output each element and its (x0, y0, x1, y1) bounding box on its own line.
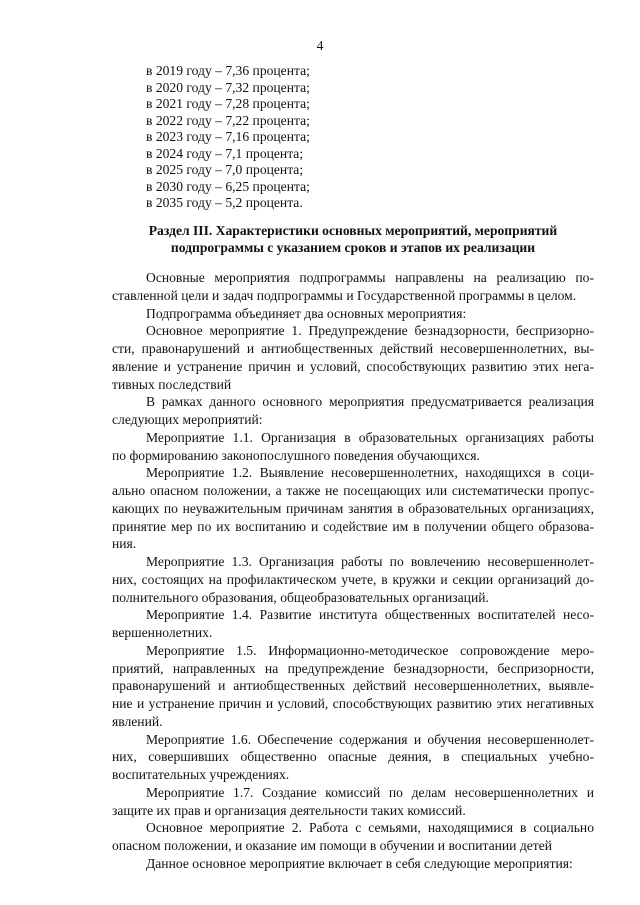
text-line: воспитательных учреждениях. (112, 767, 290, 782)
paragraph-intro (112, 305, 594, 323)
paragraph-framework (112, 393, 594, 429)
text-line: В рамках данного основного мероприятия предусматривается реализация (146, 394, 594, 410)
text-line: приятий, направленных на предупреждение безнадзорности, беспризорности, (112, 660, 594, 676)
section-heading (112, 222, 594, 256)
text-line: ния. (112, 536, 137, 552)
forecast-item: в 2025 году – 7,0 процента; (146, 162, 304, 178)
paragraph-activity-1-3 (112, 553, 594, 606)
paragraph-goals (112, 269, 594, 305)
text-line: защите их прав и организация деятельности таких комиссий. (112, 802, 466, 818)
text-line: по формированию законопослушного поведения обучающихся. (112, 447, 480, 463)
text-line: Мероприятие 1.7. Создание комиссий по делам несовершеннолетних и (146, 784, 594, 800)
text-line: кающих по неуважительным причинам занятия в образовательных организациях, (112, 500, 594, 516)
forecast-item: в 2021 году – 7,28 процента; (146, 96, 310, 112)
forecast-item: в 2020 году – 7,32 процента; (146, 79, 310, 95)
paragraph-activity-1-6 (112, 731, 594, 784)
text-line: Мероприятие 1.1. Организация в образовательных организациях работы (146, 429, 594, 445)
paragraph-main-activity-1 (112, 322, 594, 393)
forecast-item: в 2030 году – 6,25 процента; (146, 178, 310, 194)
text-line: Мероприятие 1.2. Выявление несовершеннолетних, находящихся в соци- (146, 465, 594, 481)
paragraph-activity-1-7 (112, 784, 594, 820)
text-line: них, состоящих на профилактическом учете, в кружки и секции организаций до- (112, 571, 594, 587)
text-line: явление и устранение причин и условий, способствующих развитию этих нега- (112, 358, 594, 374)
text-line: Мероприятие 1.5. Информационно-методическое сопровождение меро- (146, 642, 594, 658)
text-line: тивных последствий (112, 376, 232, 392)
text-line: явлений. (112, 713, 163, 729)
text-line: Основные мероприятия подпрограммы направлены на реализацию по- (146, 270, 594, 285)
forecast-list (146, 63, 310, 212)
section-body (112, 269, 594, 873)
forecast-item: в 2035 году – 5,2 процента. (146, 195, 303, 211)
forecast-item: в 2024 году – 7,1 процента; (146, 145, 304, 161)
text-line: сти, правонарушений и антиобщественных действий несовершеннолетних, вы- (112, 341, 594, 356)
text-line: ние и устранение причин и условий, способствующих развитию этих негативных (112, 696, 594, 711)
forecast-item: в 2019 году – 7,36 процента; (146, 63, 310, 78)
text-line: Основное мероприятие 2. Работа с семьями, находящимися в социально (146, 820, 594, 836)
text-line: Подпрограмма объединяет два основных мероприятия: (146, 305, 467, 321)
forecast-item: в 2023 году – 7,16 процента; (146, 129, 310, 145)
text-line: полнительного образования, общеобразовательных организаций. (112, 589, 489, 605)
section-heading-line: Раздел III. Характеристики основных мероприятий, мероприятий (148, 223, 558, 238)
text-line: Мероприятие 1.4. Развитие института общественных воспитателей несо- (146, 607, 594, 623)
page-number: 4 (316, 38, 324, 53)
paragraph-activity-1-2 (112, 464, 594, 553)
text-line: Данное основное мероприятие включает в себя следующие мероприятия: (146, 855, 573, 871)
paragraph-activity-1-1 (112, 429, 594, 465)
text-line: Мероприятие 1.3. Организация работы по вовлечению несовершеннолет- (146, 554, 594, 569)
text-line: правонарушений и антиобщественных действий несовершеннолетних, выявле- (112, 678, 594, 694)
text-line: Мероприятие 1.6. Обеспечение содержания и обучения несовершеннолет- (146, 731, 594, 747)
text-line: Основное мероприятие 1. Предупреждение безнадзорности, беспризорно- (146, 323, 594, 339)
text-line: вершеннолетних. (112, 625, 213, 640)
paragraph-activity-1-5 (112, 642, 594, 731)
paragraph-main-activity-2 (112, 819, 594, 855)
text-line: ально опасном положении, а также не посещающих или систематически пропус- (112, 483, 594, 498)
forecast-item: в 2022 году – 7,22 процента; (146, 112, 310, 128)
text-line: следующих мероприятий: (112, 412, 263, 427)
text-line: них, совершивших общественно опасные деяния, в специальных учебно- (112, 749, 594, 765)
paragraph-activity-2-intro (112, 855, 594, 873)
section-heading-line: подпрограммы с указанием сроков и этапов их реализации (170, 240, 536, 255)
text-line: опасном положении, и оказание им помощи в обучении и воспитании детей (112, 838, 553, 853)
text-line: принятие мер по их воспитанию и содействие им в получении общего образова- (112, 518, 594, 534)
paragraph-activity-1-4 (112, 606, 594, 642)
text-line: ставленной цели и задач подпрограммы и Государственной программы в целом. (112, 287, 577, 303)
